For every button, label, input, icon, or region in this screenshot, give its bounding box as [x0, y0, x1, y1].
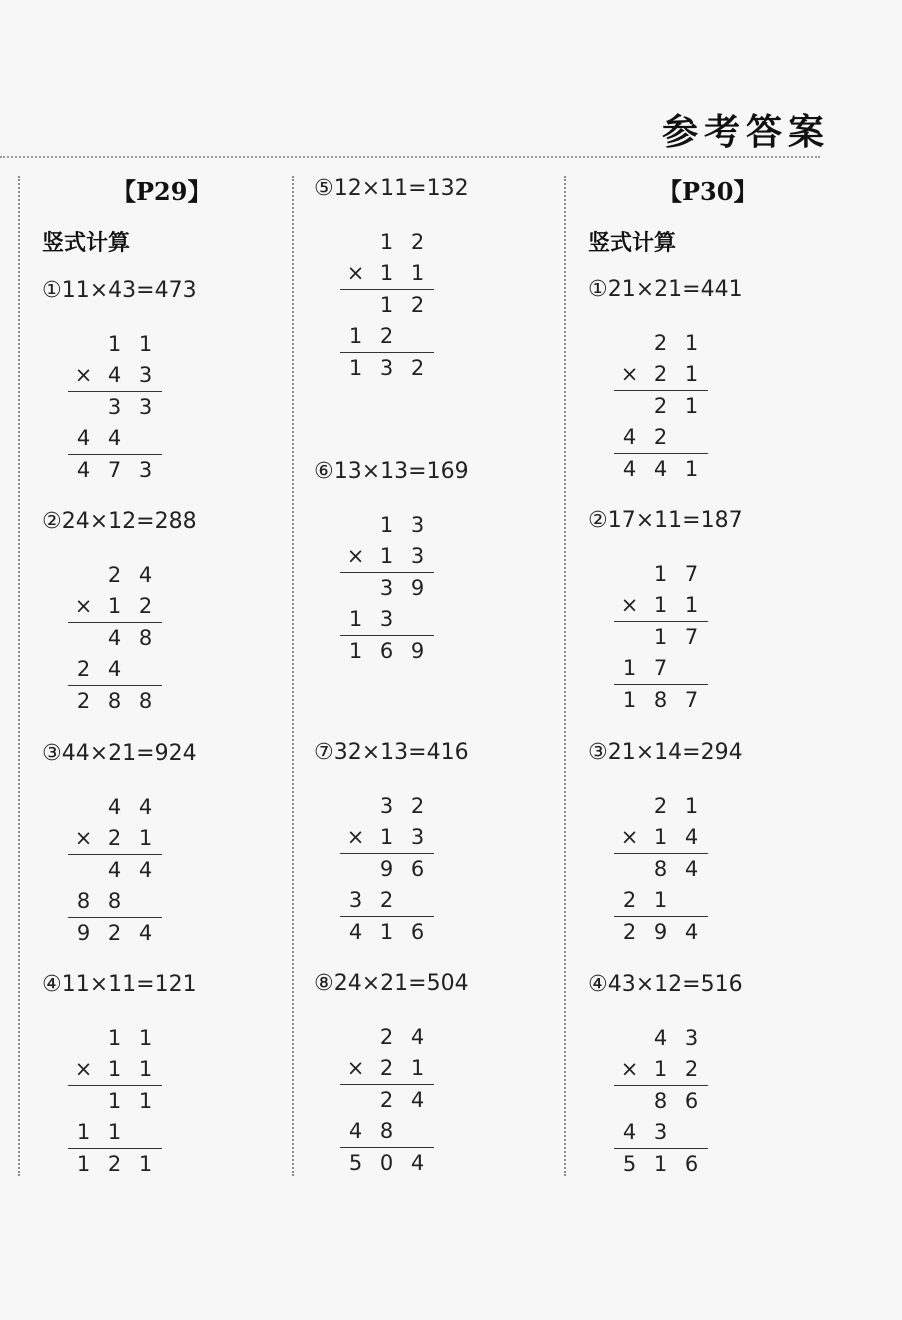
digit: 2: [107, 563, 122, 587]
multiplicand-row: [614, 329, 708, 360]
digit: 4: [684, 920, 699, 944]
digit: 1: [138, 1057, 153, 1081]
digit: 2: [684, 1057, 699, 1081]
equation-text: ⑤12×11=132: [314, 176, 469, 201]
digit: 2: [107, 921, 122, 945]
digit: 1: [379, 825, 394, 849]
calculation-line: [614, 684, 708, 685]
digit: 2: [622, 888, 637, 912]
digit: 2: [653, 362, 668, 386]
partial-product-shifted-row: [68, 424, 162, 455]
digit: 4: [138, 563, 153, 587]
calculation-line: [340, 572, 434, 573]
partial-product-shifted-row: [68, 655, 162, 686]
calculation-line: [340, 1147, 434, 1148]
equation-text: ①21×21=441: [588, 277, 743, 302]
vertical-multiplication: [68, 1024, 162, 1181]
multiplicand-row: [614, 1024, 708, 1055]
calculation-line: [614, 853, 708, 854]
times-sign: ×: [620, 593, 639, 617]
digit: 7: [684, 562, 699, 586]
digit: 1: [379, 544, 394, 568]
digit: 1: [76, 1152, 91, 1176]
digit: 7: [684, 625, 699, 649]
digit: 4: [107, 858, 122, 882]
digit: 2: [653, 425, 668, 449]
digit: 3: [410, 825, 425, 849]
digit: 2: [379, 1088, 394, 1112]
digit: 3: [138, 395, 153, 419]
digit: 8: [76, 889, 91, 913]
times-sign: ×: [620, 1057, 639, 1081]
digit: 2: [76, 689, 91, 713]
times-sign: ×: [74, 1057, 93, 1081]
result-row: [614, 686, 708, 717]
vertical-multiplication: [614, 329, 708, 486]
digit: 4: [410, 1151, 425, 1175]
partial-product-row: [68, 393, 162, 424]
multiplier-row: [340, 823, 434, 854]
digit: 8: [107, 889, 122, 913]
calculation-line: [68, 391, 162, 392]
partial-product-shifted-row: [68, 887, 162, 918]
digit: 7: [684, 688, 699, 712]
digit: 1: [684, 457, 699, 481]
digit: 1: [684, 593, 699, 617]
digit: 2: [622, 920, 637, 944]
digit: 8: [138, 689, 153, 713]
multiplication-problem: [588, 972, 848, 1182]
digit: 1: [348, 639, 363, 663]
digit: 8: [379, 1119, 394, 1143]
digit: 1: [622, 688, 637, 712]
partial-product-shifted-row: [614, 654, 708, 685]
vertical-multiplication: [614, 560, 708, 717]
digit: 3: [410, 544, 425, 568]
times-sign: ×: [346, 261, 365, 285]
partial-product-shifted-row: [340, 886, 434, 917]
times-sign: ×: [74, 594, 93, 618]
multiplier-row: [68, 1055, 162, 1086]
digit: 4: [138, 795, 153, 819]
times-sign: ×: [346, 544, 365, 568]
digit: 1: [653, 593, 668, 617]
calculation-line: [68, 622, 162, 623]
digit: 1: [379, 920, 394, 944]
digit: 9: [76, 921, 91, 945]
partial-product-row: [68, 856, 162, 887]
digit: 2: [410, 230, 425, 254]
digit: 3: [379, 794, 394, 818]
digit: 4: [348, 920, 363, 944]
digit: 4: [76, 458, 91, 482]
digit: 8: [138, 626, 153, 650]
multiplicand-row: [340, 1023, 434, 1054]
calculation-line: [340, 352, 434, 353]
multiplication-problem: [42, 278, 302, 488]
digit: 3: [653, 1120, 668, 1144]
digit: 3: [107, 395, 122, 419]
digit: 1: [138, 1026, 153, 1050]
vertical-multiplication: [340, 511, 434, 668]
times-sign: ×: [620, 362, 639, 386]
digit: 4: [107, 626, 122, 650]
partial-product-row: [68, 624, 162, 655]
times-sign: ×: [346, 825, 365, 849]
digit: 1: [622, 656, 637, 680]
digit: 1: [653, 625, 668, 649]
digit: 4: [653, 1026, 668, 1050]
digit: 3: [379, 356, 394, 380]
digit: 2: [379, 1056, 394, 1080]
partial-product-shifted-row: [340, 605, 434, 636]
digit: 1: [379, 293, 394, 317]
digit: 2: [410, 293, 425, 317]
digit: 6: [379, 639, 394, 663]
calculation-line: [340, 853, 434, 854]
equation-text: ①11×43=473: [42, 278, 197, 303]
digit: 2: [76, 657, 91, 681]
multiplication-problem: [42, 972, 302, 1182]
vertical-multiplication: [614, 1024, 708, 1181]
multiplier-row: [614, 360, 708, 391]
digit: 1: [348, 356, 363, 380]
digit: 1: [684, 362, 699, 386]
digit: 1: [379, 513, 394, 537]
section-heading: 竖式计算: [588, 231, 677, 256]
digit: 4: [76, 426, 91, 450]
result-row: [68, 1150, 162, 1181]
multiplicand-row: [68, 561, 162, 592]
vertical-multiplication: [68, 561, 162, 718]
digit: 9: [410, 639, 425, 663]
digit: 2: [379, 1025, 394, 1049]
digit: 5: [622, 1152, 637, 1176]
digit: 1: [684, 394, 699, 418]
digit: 1: [653, 1152, 668, 1176]
calculation-line: [68, 454, 162, 455]
partial-product-shifted-row: [614, 1118, 708, 1149]
result-row: [68, 919, 162, 950]
partial-product-row: [614, 855, 708, 886]
calculation-line: [614, 1085, 708, 1086]
multiplier-row: [68, 361, 162, 392]
multiplier-row: [614, 591, 708, 622]
multiplicand-row: [68, 330, 162, 361]
digit: 2: [653, 794, 668, 818]
digit: 1: [138, 826, 153, 850]
digit: 3: [348, 888, 363, 912]
multiplicand-row: [340, 511, 434, 542]
digit: 2: [138, 594, 153, 618]
calculation-line: [614, 916, 708, 917]
multiplier-row: [614, 1055, 708, 1086]
multiplication-problem: [588, 508, 848, 718]
multiplier-row: [340, 259, 434, 290]
equation-text: ⑦32×13=416: [314, 740, 469, 765]
vertical-multiplication: [340, 228, 434, 385]
digit: 1: [410, 1056, 425, 1080]
digit: 1: [107, 332, 122, 356]
multiplier-row: [614, 823, 708, 854]
calculation-line: [68, 854, 162, 855]
calculation-line: [614, 1148, 708, 1149]
result-row: [68, 456, 162, 487]
calculation-line: [340, 916, 434, 917]
section-heading: 竖式计算: [42, 231, 131, 256]
multiplicand-row: [68, 1024, 162, 1055]
times-sign: ×: [620, 825, 639, 849]
partial-product-row: [340, 1086, 434, 1117]
partial-product-shifted-row: [340, 1117, 434, 1148]
vertical-multiplication: [340, 1023, 434, 1180]
digit: 4: [410, 1088, 425, 1112]
partial-product-row: [340, 291, 434, 322]
equation-text: ⑥13×13=169: [314, 459, 469, 484]
multiplicand-row: [614, 560, 708, 591]
digit: 6: [410, 920, 425, 944]
multiplier-row: [340, 542, 434, 573]
multiplication-problem: [314, 459, 574, 669]
digit: 4: [107, 657, 122, 681]
digit: 1: [138, 1152, 153, 1176]
multiplication-problem: [42, 509, 302, 719]
multiplication-problem: [314, 740, 574, 950]
multiplication-problem: [588, 277, 848, 487]
digit: 1: [107, 1026, 122, 1050]
digit: 8: [653, 1089, 668, 1113]
header-divider: [0, 156, 820, 158]
result-row: [68, 687, 162, 718]
multiplication-problem: [588, 740, 848, 950]
digit: 1: [107, 594, 122, 618]
digit: 1: [138, 1089, 153, 1113]
result-row: [340, 918, 434, 949]
digit: 1: [379, 230, 394, 254]
equation-text: ⑧24×21=504: [314, 971, 469, 996]
calculation-line: [340, 635, 434, 636]
partial-product-row: [614, 392, 708, 423]
vertical-multiplication: [614, 792, 708, 949]
digit: 4: [622, 425, 637, 449]
equation-text: ②24×12=288: [42, 509, 197, 534]
digit: 3: [379, 607, 394, 631]
result-row: [340, 637, 434, 668]
equation-text: ④11×11=121: [42, 972, 197, 997]
calculation-line: [68, 685, 162, 686]
digit: 1: [379, 261, 394, 285]
digit: 6: [684, 1152, 699, 1176]
result-row: [340, 1149, 434, 1180]
digit: 3: [379, 576, 394, 600]
digit: 1: [107, 1057, 122, 1081]
digit: 1: [348, 324, 363, 348]
result-row: [614, 455, 708, 486]
partial-product-row: [340, 574, 434, 605]
digit: 3: [684, 1026, 699, 1050]
equation-text: ③21×14=294: [588, 740, 743, 765]
digit: 5: [348, 1151, 363, 1175]
digit: 1: [410, 261, 425, 285]
calculation-line: [68, 1148, 162, 1149]
multiplication-problem: [314, 176, 574, 386]
digit: 8: [653, 857, 668, 881]
digit: 4: [410, 1025, 425, 1049]
digit: 4: [138, 921, 153, 945]
partial-product-shifted-row: [614, 423, 708, 454]
multiplication-problem: [314, 971, 574, 1181]
calculation-line: [340, 289, 434, 290]
result-row: [614, 1150, 708, 1181]
partial-product-row: [340, 855, 434, 886]
multiplicand-row: [68, 793, 162, 824]
digit: 8: [107, 689, 122, 713]
equation-text: ③44×21=924: [42, 741, 197, 766]
calculation-line: [340, 1084, 434, 1085]
times-sign: ×: [74, 363, 93, 387]
partial-product-shifted-row: [340, 322, 434, 353]
calculation-line: [614, 453, 708, 454]
result-row: [614, 918, 708, 949]
digit: 1: [76, 1120, 91, 1144]
digit: 4: [107, 795, 122, 819]
digit: 1: [653, 562, 668, 586]
digit: 9: [653, 920, 668, 944]
page-number-tag: 【P29】: [112, 177, 212, 206]
digit: 2: [379, 324, 394, 348]
vertical-multiplication: [68, 793, 162, 950]
digit: 6: [410, 857, 425, 881]
calculation-line: [68, 917, 162, 918]
digit: 3: [138, 363, 153, 387]
digit: 2: [107, 1152, 122, 1176]
digit: 3: [138, 458, 153, 482]
digit: 4: [348, 1119, 363, 1143]
digit: 9: [379, 857, 394, 881]
calculation-line: [614, 390, 708, 391]
multiplicand-row: [614, 792, 708, 823]
digit: 4: [684, 857, 699, 881]
equation-text: ④43×12=516: [588, 972, 743, 997]
times-sign: ×: [346, 1056, 365, 1080]
multiplication-problem: [42, 741, 302, 951]
digit: 1: [138, 332, 153, 356]
digit: 6: [684, 1089, 699, 1113]
column-divider: [18, 176, 20, 1176]
digit: 1: [653, 1057, 668, 1081]
digit: 1: [653, 825, 668, 849]
digit: 1: [653, 888, 668, 912]
vertical-multiplication: [68, 330, 162, 487]
digit: 4: [622, 1120, 637, 1144]
digit: 4: [138, 858, 153, 882]
result-row: [340, 354, 434, 385]
calculation-line: [68, 1085, 162, 1086]
page-title: 参考答案: [661, 112, 830, 153]
digit: 2: [653, 331, 668, 355]
equation-text: ②17×11=187: [588, 508, 743, 533]
digit: 4: [622, 457, 637, 481]
multiplicand-row: [340, 228, 434, 259]
digit: 2: [410, 794, 425, 818]
digit: 1: [107, 1120, 122, 1144]
multiplicand-row: [340, 792, 434, 823]
digit: 2: [410, 356, 425, 380]
digit: 4: [684, 825, 699, 849]
multiplier-row: [68, 824, 162, 855]
digit: 2: [107, 826, 122, 850]
digit: 4: [107, 426, 122, 450]
digit: 4: [653, 457, 668, 481]
partial-product-row: [614, 623, 708, 654]
calculation-line: [614, 621, 708, 622]
digit: 3: [410, 513, 425, 537]
page-number-tag: 【P30】: [658, 177, 758, 206]
digit: 2: [653, 394, 668, 418]
digit: 9: [410, 576, 425, 600]
multiplier-row: [68, 592, 162, 623]
digit: 0: [379, 1151, 394, 1175]
digit: 1: [684, 794, 699, 818]
partial-product-row: [68, 1087, 162, 1118]
partial-product-row: [614, 1087, 708, 1118]
times-sign: ×: [74, 826, 93, 850]
multiplier-row: [340, 1054, 434, 1085]
digit: 7: [653, 656, 668, 680]
partial-product-shifted-row: [614, 886, 708, 917]
digit: 1: [348, 607, 363, 631]
digit: 1: [107, 1089, 122, 1113]
digit: 2: [379, 888, 394, 912]
digit: 4: [107, 363, 122, 387]
digit: 7: [107, 458, 122, 482]
vertical-multiplication: [340, 792, 434, 949]
digit: 8: [653, 688, 668, 712]
partial-product-shifted-row: [68, 1118, 162, 1149]
digit: 1: [684, 331, 699, 355]
